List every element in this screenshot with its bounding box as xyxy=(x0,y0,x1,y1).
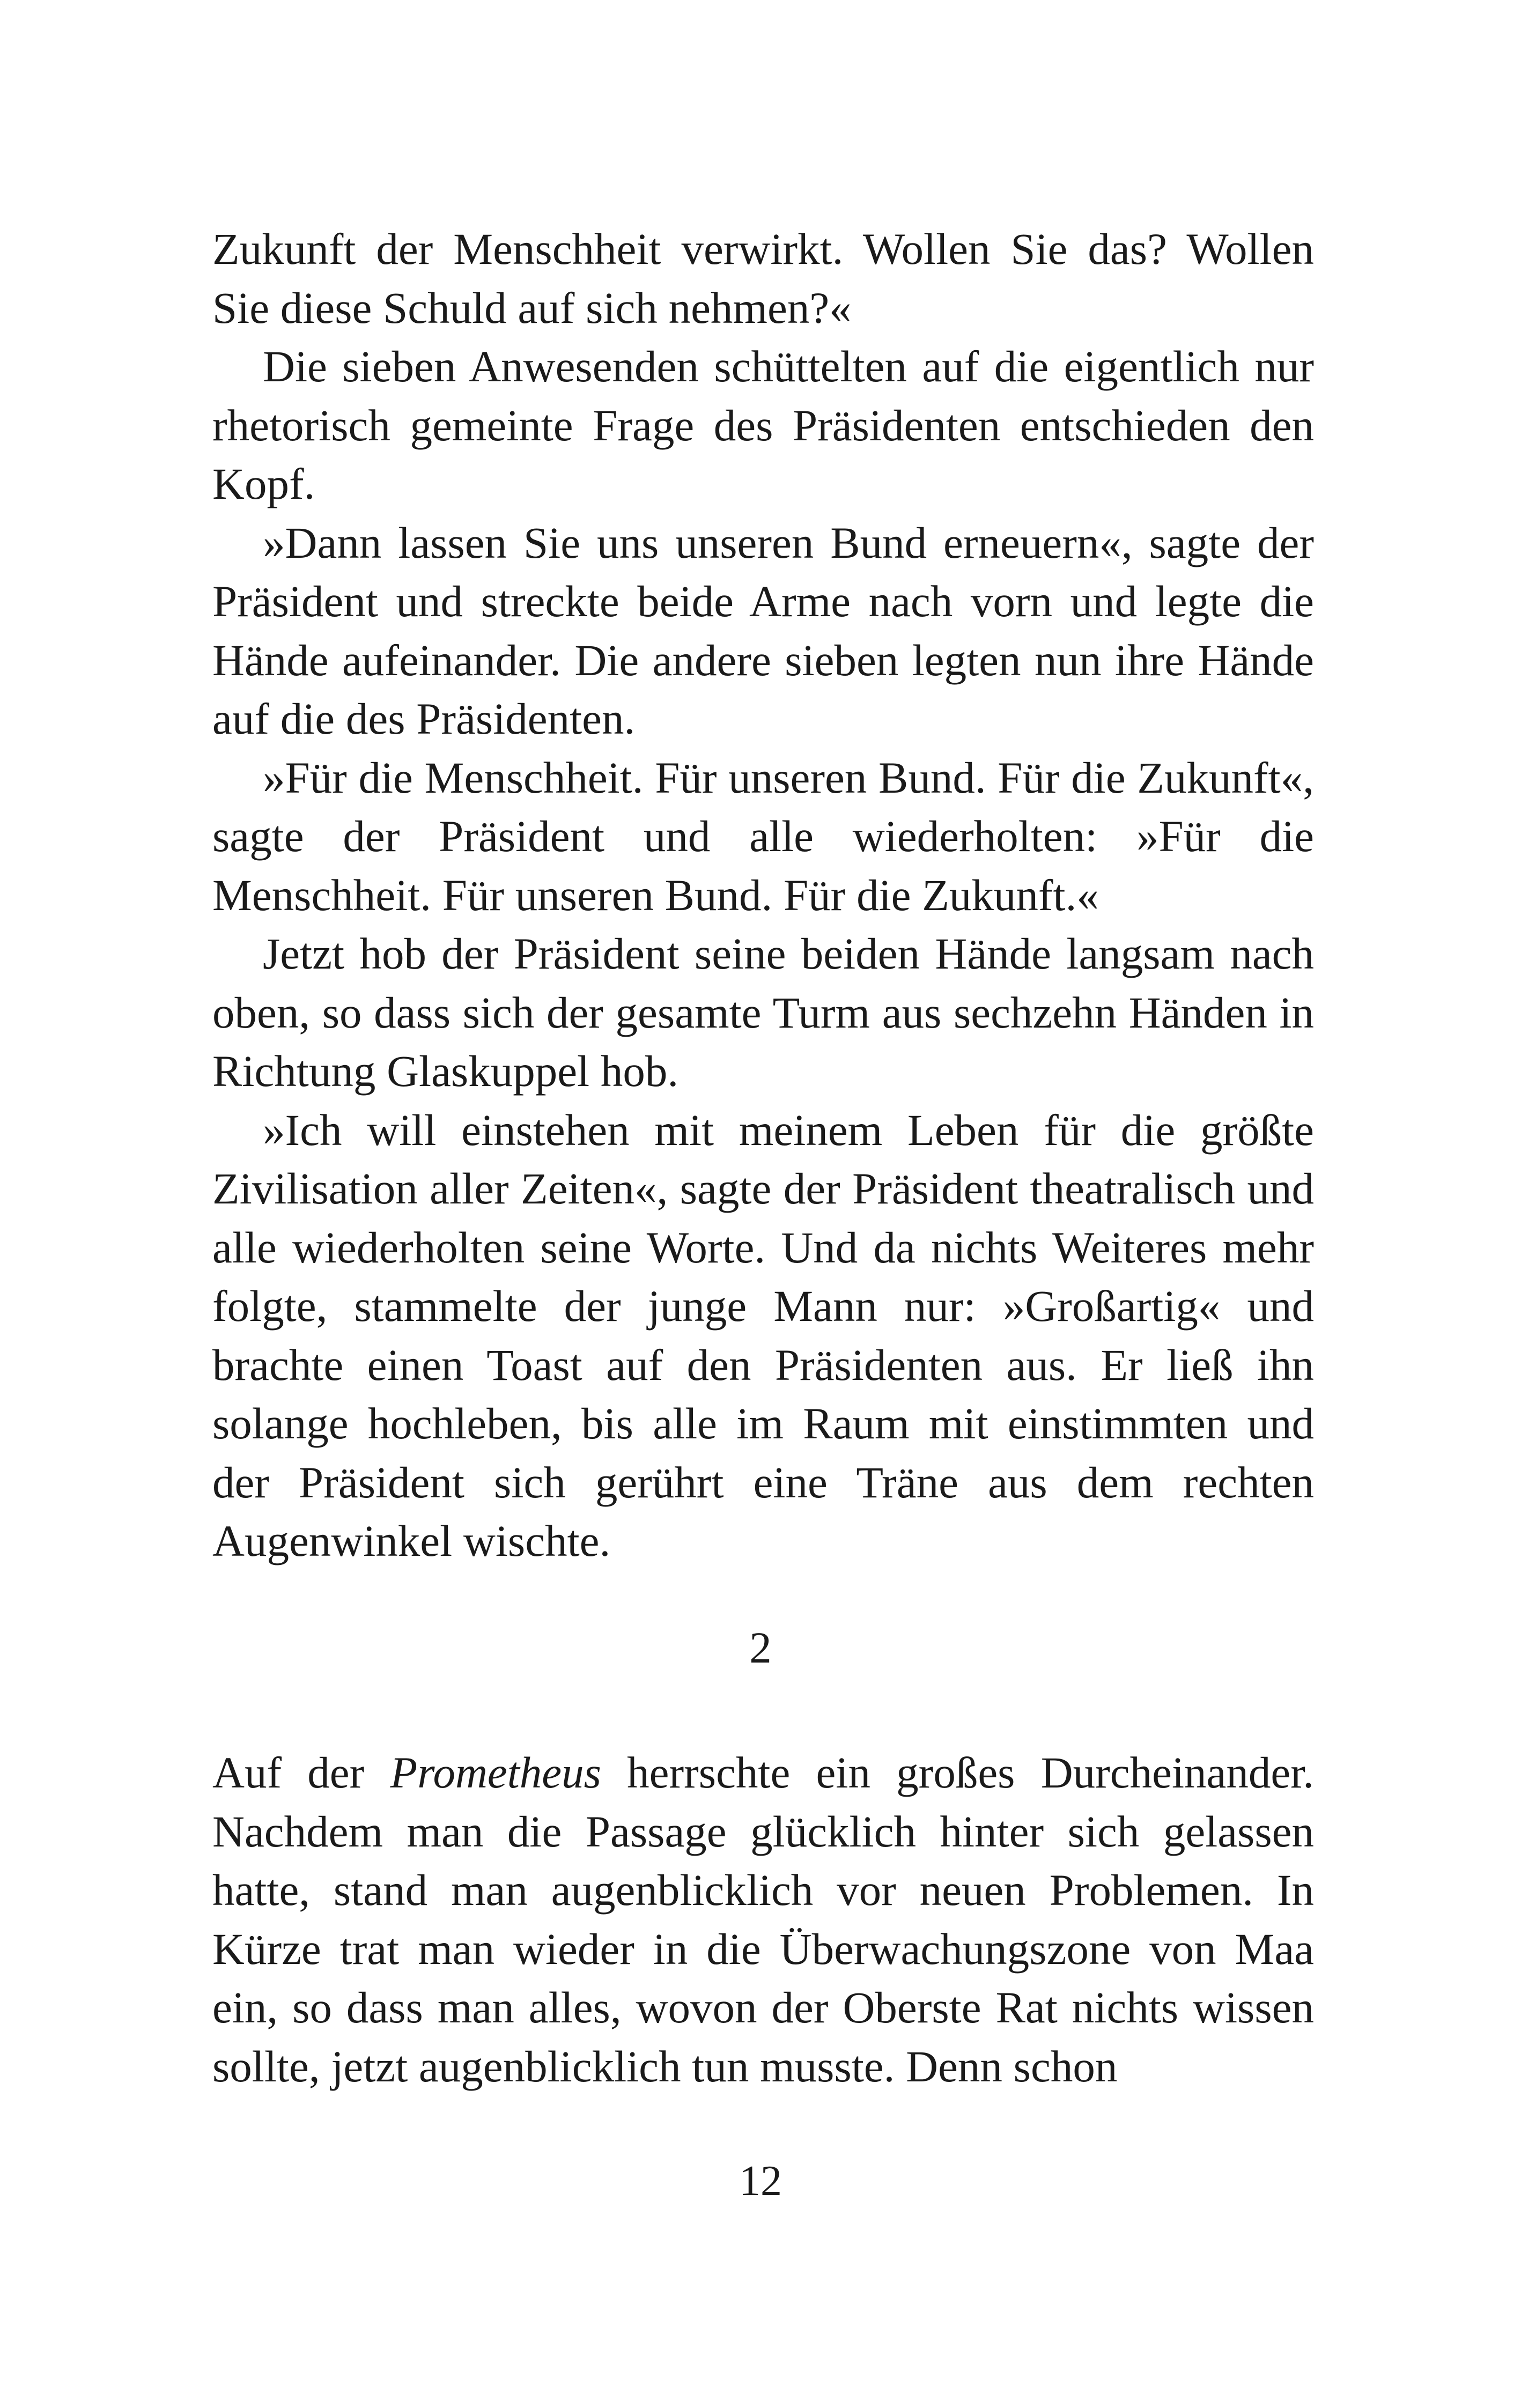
text-section-chapter-start xyxy=(212,1744,1314,2096)
text-run: Auf der xyxy=(212,1748,390,1797)
paragraph: Zukunft der Menschheit verwirkt. Wollen Sie das? Wollen Sie diese Schuld auf sich nehmen?« xyxy=(212,224,1314,333)
paragraph: »Dann lassen Sie uns unseren Bund erneuern«, sagte der Präsident und streckte beide Arme nach vorn und legte die Hände aufeinander. Die andere sieben legten nun ihre Hände auf die des Präsidenten. xyxy=(212,518,1314,743)
chapter-number: 2 xyxy=(749,1623,772,1672)
paragraph: »Für die Menschheit. Für unseren Bund. Für die Zukunft«, sagte der Präsident und alle wiederholten: »Für die Menschheit. Für unseren Bund. Für die Zukunft.« xyxy=(212,752,1314,920)
page-number: 12 xyxy=(739,2158,782,2205)
text-section-top xyxy=(212,220,1314,1571)
text-run: herrschte ein großes Durcheinander. Nachdem man die Passage glücklich hinter sich gelassen hatte, stand man augenblicklich vor neuen Problemen. In Kürze trat man wieder in die Überwachungszone von Maa ein, so dass man alles, wovon der Oberste Rat nichts wissen sollte, jetzt augenblicklich tun musste. Denn schon xyxy=(212,1748,1314,2091)
ship-name: Prometheus xyxy=(390,1748,601,1797)
paragraph: Die sieben Anwesenden schüttelten auf die eigentlich nur rhetorisch gemeinte Frage des Präsidenten entschieden den Kopf. xyxy=(212,342,1314,508)
paragraph: »Ich will einstehen mit meinem Leben für die größte Zivilisation aller Zeiten«, sagte der Präsident theatralisch und alle wiederholten seine Worte. Und da nichts Weiteres mehr folgte, stammelte der junge Mann nur: »Großartig« und brachte einen Toast auf den Präsidenten aus. Er ließ ihn solange hochleben, bis alle im Raum mit einstimmten und der Präsident sich gerührt eine Träne aus dem rechten Augenwinkel wischte. xyxy=(212,1105,1314,1565)
chapter-opening-paragraph xyxy=(212,1744,1314,2096)
paragraph: Jetzt hob der Präsident seine beiden Hände langsam nach oben, so dass sich der gesamte Turm aus sechzehn Händen in Richtung Glaskuppel hob. xyxy=(212,929,1314,1096)
